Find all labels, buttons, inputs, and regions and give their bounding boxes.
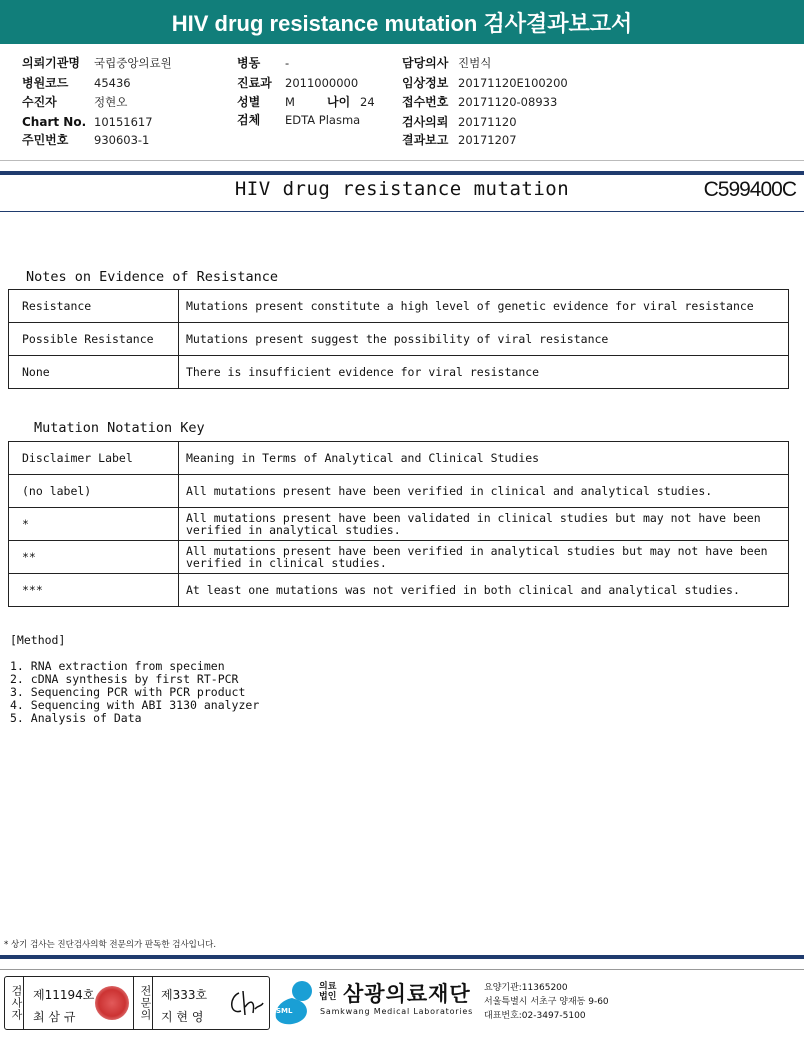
report-date-value: 20171207	[458, 133, 517, 147]
header-row	[22, 95, 127, 109]
notes-text: There is insufficient evidence for viral resistance	[179, 356, 789, 389]
header-row	[237, 76, 358, 90]
sheet-heading: HIV drug resistance mutation	[234, 178, 570, 200]
specimen-label: 검체	[237, 113, 261, 127]
table-row	[9, 323, 789, 356]
key-text: All mutations present have been verified in analytical studies but may not have been verified in clinical studies.	[179, 541, 789, 574]
header-row	[22, 56, 172, 70]
hospital-code-value: 45436	[94, 76, 131, 90]
receipt-no-label: 접수번호	[402, 95, 449, 109]
sex-label: 성별	[237, 95, 261, 109]
heading-bottom-rule	[0, 211, 804, 212]
divider	[0, 160, 804, 161]
examiner-vertical-label	[5, 977, 24, 1029]
chart-no-value: 10151617	[94, 115, 153, 129]
key-title: Mutation Notation Key	[34, 420, 205, 436]
department-label: 진료과	[237, 76, 272, 90]
footer-top-rule	[0, 955, 804, 959]
table-row	[9, 442, 789, 475]
table-row	[9, 508, 789, 541]
age-label: 나이	[327, 95, 351, 109]
header-row	[22, 133, 149, 147]
notes-text: Mutations present suggest the possibility of viral resistance	[179, 323, 789, 356]
key-label: **	[9, 541, 179, 574]
footer-divider	[0, 969, 804, 970]
table-row	[9, 290, 789, 323]
notes-table	[8, 289, 789, 389]
header-row	[22, 115, 153, 129]
examiner-license: 제11194호	[33, 988, 95, 1002]
table-row	[9, 574, 789, 607]
resident-no-label: 주민번호	[22, 133, 69, 147]
method-step: 2. cDNA synthesis by first RT-PCR	[10, 672, 239, 686]
heading-top-rule	[0, 171, 804, 175]
table-row	[9, 475, 789, 508]
header-row	[402, 95, 557, 109]
header-row	[402, 115, 517, 129]
table-row	[9, 541, 789, 574]
specialist-vertical-text: 전문의	[139, 985, 152, 1021]
table-row	[9, 356, 789, 389]
notes-label: None	[9, 356, 179, 389]
org-prefix-top: 의료	[319, 982, 337, 992]
sml-logo-icon	[272, 978, 318, 1026]
divider	[23, 977, 24, 1029]
org-info-line: 대표번호:02-3497-5100	[484, 1011, 586, 1021]
key-text: At least one mutations was not verified in both clinical and analytical studies.	[179, 574, 789, 607]
signature-scribble	[225, 985, 265, 1021]
notes-label: Resistance	[9, 290, 179, 323]
org-info-line: 요양기관:11365200	[484, 983, 568, 993]
logo-badge: SML	[276, 1007, 293, 1015]
key-label: Disclaimer Label	[9, 442, 179, 475]
receipt-no-value: 20171120-08933	[458, 95, 558, 109]
header-row	[237, 113, 360, 127]
method-step: 4. Sequencing with ABI 3130 analyzer	[10, 698, 260, 712]
patient-label: 수진자	[22, 95, 57, 109]
examiner-name: 최 삼 규	[33, 1010, 76, 1024]
patient-value: 정현오	[94, 95, 128, 109]
request-date-label: 검사의뢰	[402, 115, 449, 129]
notes-label: Possible Resistance	[9, 323, 179, 356]
chart-no-label: Chart No.	[22, 115, 87, 129]
resident-no-value: 930603-1	[94, 133, 150, 147]
org-prefix	[319, 982, 336, 1002]
notes-title: Notes on Evidence of Resistance	[26, 269, 278, 285]
sheet-code: C599400C	[703, 178, 796, 201]
specimen-value: EDTA Plasma	[285, 113, 361, 127]
org-info	[484, 981, 609, 1023]
ward-value: -	[285, 56, 290, 70]
sex-value: M	[285, 95, 295, 109]
request-date-value: 20171120	[458, 115, 517, 129]
hospital-value: 국립중앙의료원	[94, 56, 172, 70]
org-name: 삼광의료재단	[343, 982, 471, 1006]
key-label: ***	[9, 574, 179, 607]
notes-text: Mutations present constitute a high level of genetic evidence for viral resistance	[179, 290, 789, 323]
method-step: 3. Sequencing PCR with PCR product	[10, 685, 246, 699]
age-value: 24	[360, 95, 375, 109]
key-text: All mutations present have been verified in clinical and analytical studies.	[179, 475, 789, 508]
key-label: *	[9, 508, 179, 541]
method-title: [Method]	[10, 633, 66, 647]
ward-label: 병동	[237, 56, 261, 70]
key-text: All mutations present have been validated in clinical studies but may not have been verified in analytical studies.	[179, 508, 789, 541]
header-row	[402, 76, 568, 90]
specialist-vertical-label	[133, 977, 153, 1029]
org-prefix-bottom: 법인	[319, 992, 337, 1002]
signature-box	[4, 976, 270, 1030]
org-english: Samkwang Medical Laboratories	[320, 1007, 474, 1016]
header-row	[237, 56, 289, 70]
clinical-info-value: 20171120E100200	[458, 76, 568, 90]
examiner-seal	[95, 986, 129, 1020]
report-date-label: 결과보고	[402, 133, 449, 147]
header-row	[402, 133, 517, 147]
doctor-label: 담당의사	[402, 56, 449, 70]
department-value: 2011000000	[285, 76, 359, 90]
key-text: Meaning in Terms of Analytical and Clinical Studies	[179, 442, 789, 475]
examiner-vertical-text: 검사자	[10, 985, 23, 1021]
hospital-label: 의뢰기관명	[22, 56, 80, 70]
specialist-name: 지 현 영	[161, 1010, 204, 1024]
header-row	[402, 56, 491, 70]
footnote: * 상기 검사는 진단검사의학 전문의가 판독한 검사입니다.	[4, 940, 217, 950]
method-step: 5. Analysis of Data	[10, 711, 142, 725]
key-label: (no label)	[9, 475, 179, 508]
hospital-code-label: 병원코드	[22, 76, 69, 90]
header-row	[22, 76, 131, 90]
org-info-line: 서울특별시 서초구 양재동 9-60	[484, 997, 609, 1007]
method-step: 1. RNA extraction from specimen	[10, 659, 225, 673]
method-block	[10, 634, 259, 725]
specialist-license: 제333호	[161, 988, 208, 1002]
doctor-value: 진범식	[458, 56, 492, 70]
header-row	[237, 95, 375, 109]
report-title: HIV drug resistance mutation 검사결과보고서	[0, 0, 804, 44]
key-table	[8, 441, 789, 607]
clinical-info-label: 임상정보	[402, 76, 449, 90]
